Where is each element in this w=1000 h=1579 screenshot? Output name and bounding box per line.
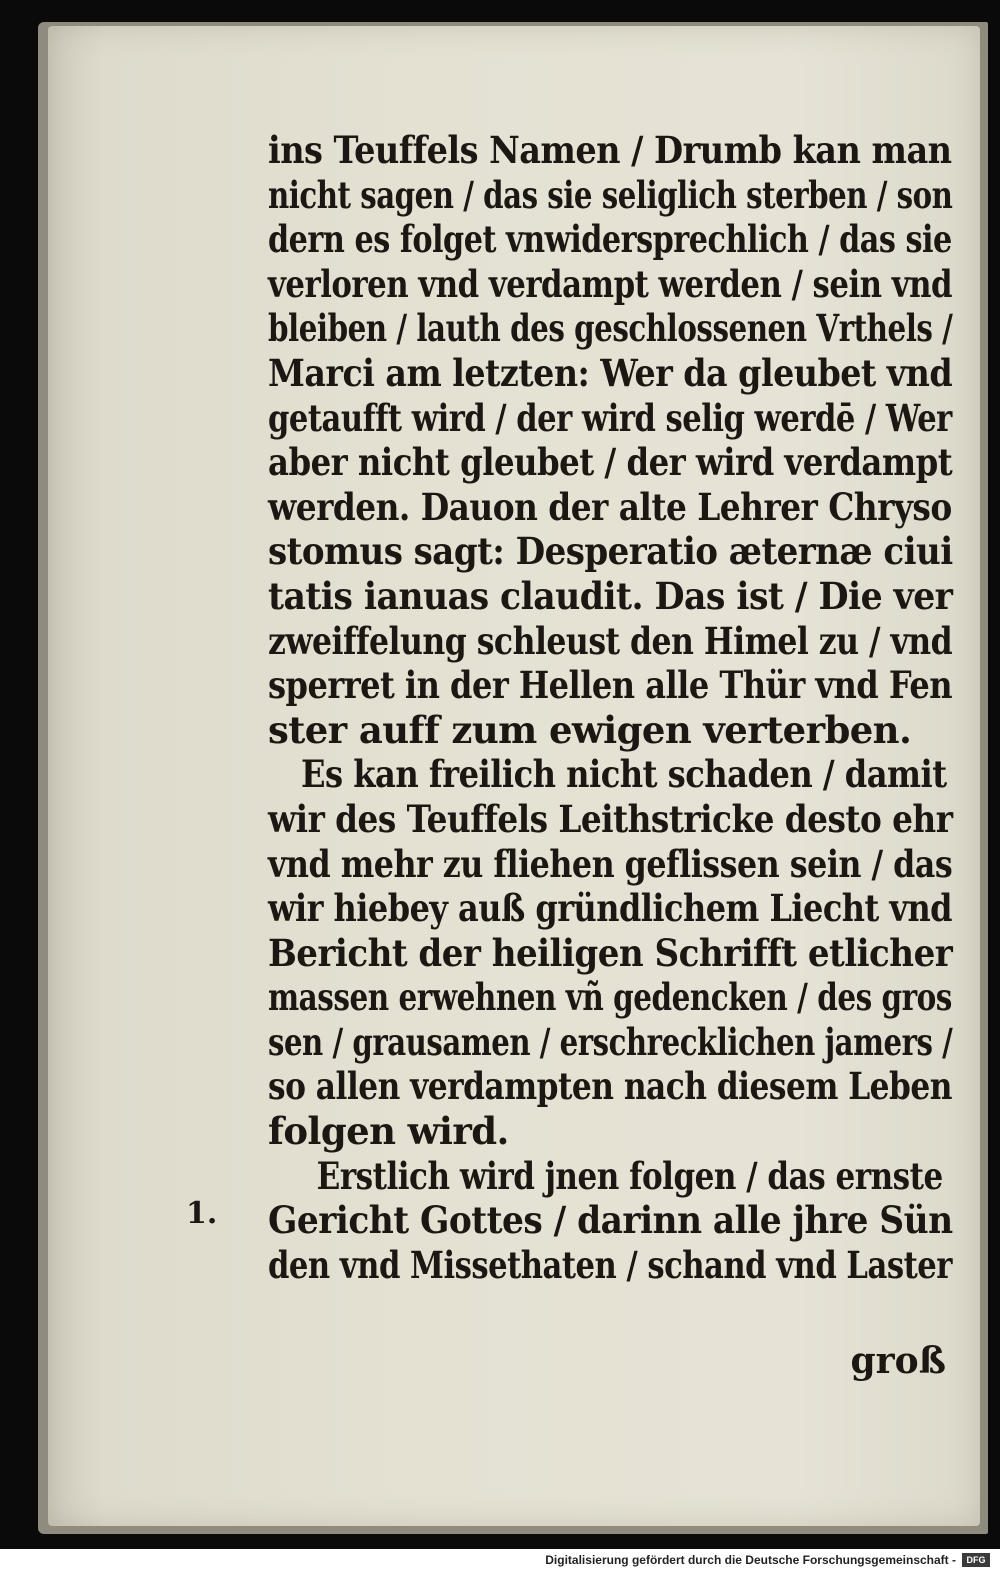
footer-credit-text: Digitalisierung gefördert durch die Deutsche Forschungsgemeinschaft - (545, 1553, 956, 1567)
text-line-5: bleiben / lauth des geschlossenen Vrthels / (268, 306, 953, 351)
text-line-11: tatis ianuas claudit. Das ist / Die ver (268, 573, 953, 618)
text-line-18: wir hiebey auß gründlichem Liecht vnd (268, 886, 953, 931)
text-line-8: aber nicht gleubet / der wird verdampt (268, 440, 953, 485)
text-line-22: so allen verdampten nach diesem Leben (268, 1064, 952, 1109)
text-line-9: werden. Dauon der alte Lehrer Chryso (268, 484, 952, 529)
text-line-6: Marci am letzten: Wer da gleubet vnd (268, 350, 953, 395)
catchword: groß (850, 1340, 946, 1382)
text-line-10: stomus sagt: Desperatio æternæ ciui (268, 529, 953, 574)
text-line-19: Bericht der heiligen Schrifft etlicher (268, 930, 953, 975)
page-text-block (268, 128, 952, 1287)
text-line-3: dern es folget vnwidersprechlich / das sie (268, 217, 952, 262)
text-line-14: ster auff zum ewigen verterben. (268, 707, 912, 752)
marginal-number: 1. (186, 1196, 218, 1231)
text-line-24: Erstlich wird jnen folgen / das ernste (316, 1153, 943, 1198)
text-line-1: ins Teuffels Namen / Drumb kan man (268, 128, 952, 172)
text-line-25: Gericht Gottes / darinn alle jhre Sün (268, 1198, 953, 1243)
text-line-12: zweiffelung schleust den Himel zu / vnd (268, 618, 953, 663)
text-line-17: vnd mehr zu fliehen geflissen sein / das (268, 841, 953, 886)
text-line-13: sperret in der Hellen alle Thür vnd Fen (268, 663, 953, 708)
text-line-21: sen / grausamen / erschrecklichen jamers / (268, 1019, 953, 1064)
text-line-15: Es kan freilich nicht schaden / damit (301, 752, 947, 797)
text-line-23: folgen wird. (268, 1109, 509, 1154)
text-line-2: nicht sagen / das sie seliglich sterben / son (268, 172, 953, 217)
text-line-16: wir des Teuffels Leithstricke desto ehr (268, 796, 953, 841)
text-line-4: verloren vnd verdampt werden / sein vnd (268, 261, 953, 306)
dfg-logo-icon: DFG (962, 1553, 990, 1567)
text-line-20: massen erwehnen vñ gedencken / des gros (268, 975, 952, 1020)
text-line-26: den vnd Missethaten / schand vnd Laster (268, 1242, 952, 1287)
text-line-7: getaufft wird / der wird selig werdē / Wer (268, 395, 952, 440)
